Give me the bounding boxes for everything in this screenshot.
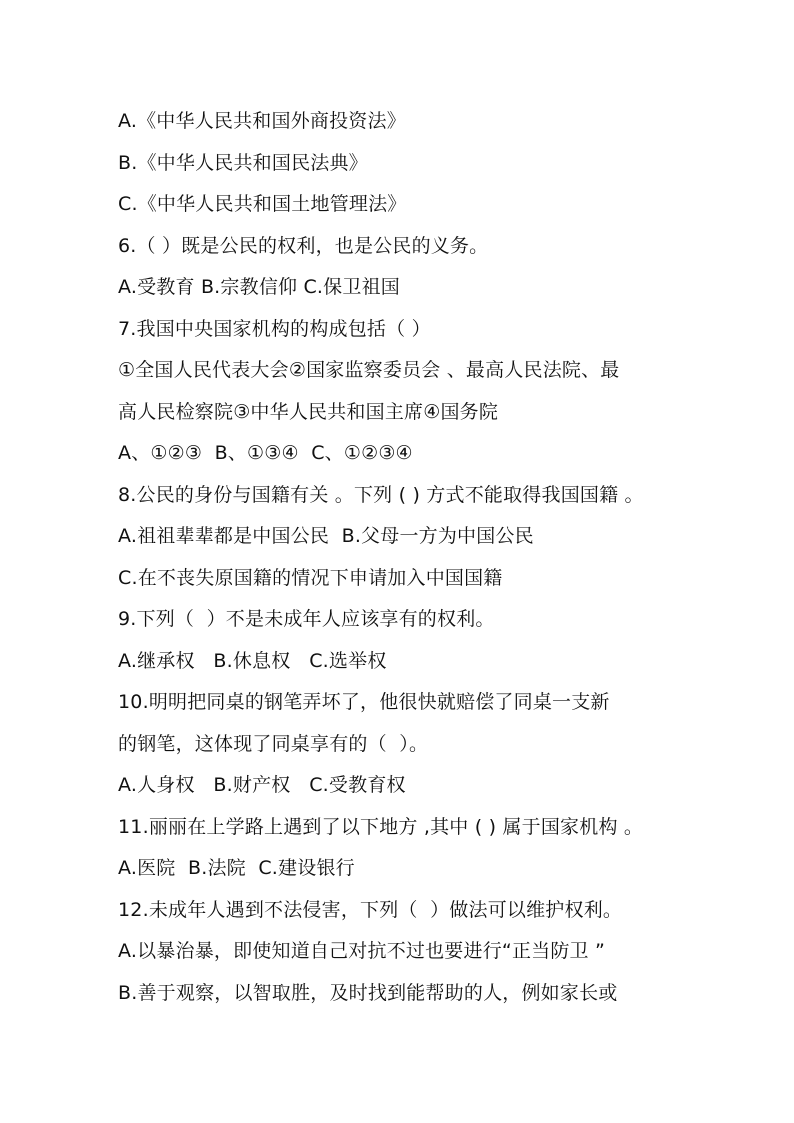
option-b-civil-code: B.《中华人民共和国民法典》: [118, 151, 368, 174]
document-body: [118, 101, 683, 1014]
question-11: 11.丽丽在上学路上遇到了以下地方 ,其中 ( ) 属于国家机构 。: [118, 815, 644, 838]
question-12-option-a: A.以暴治暴，即使知道自己对抗不过也要进行“正当防卫 ”: [118, 940, 606, 962]
option-a-foreign-investment-law: A.《中华人民共和国外商投资法》: [118, 110, 406, 132]
question-8-option-c: C.在不丧失原国籍的情况下申请加入中国国籍: [118, 566, 503, 589]
question-12-option-b: B.善于观察，以智取胜，及时找到能帮助的人，例如家长或: [118, 981, 618, 1004]
question-10-line-2: 的钢笔，这体现了同桌享有的（ ）。: [118, 732, 429, 755]
question-6-options: A.受教育 B.宗教信仰 C.保卫祖国: [118, 276, 400, 298]
question-7: 7.我国中央国家机构的构成包括（ ）: [118, 317, 431, 340]
question-12: 12.未成年人遇到不法侵害，下列（ ）做法可以维护权利。: [118, 898, 623, 921]
question-8-options-ab: A.祖祖辈辈都是中国公民 B.父母一方为中国公民: [118, 525, 534, 547]
option-c-land-management-law: C.《中华人民共和国土地管理法》: [118, 193, 407, 215]
question-10-line-1: 10.明明把同桌的钢笔弄坏了，他很快就赔偿了同桌一支新: [118, 691, 610, 713]
question-7-statement-line-1: ①全国人民代表大会②国家监察委员会 、最高人民法院、最: [118, 359, 620, 381]
question-7-statement-line-2: 高人民检察院③中华人民共和国主席④国务院: [118, 400, 499, 423]
question-11-options: A.医院 B.法院 C.建设银行: [118, 857, 355, 879]
question-8: 8.公民的身份与国籍有关 。下列 ( ) 方式不能取得我国国籍 。: [118, 483, 644, 506]
question-7-options: A、①②③ B、①③④ C、①②③④: [118, 442, 413, 464]
question-10-options: A.人身权 B.财产权 C.受教育权: [118, 774, 406, 796]
question-6: 6.（ ）既是公民的权利，也是公民的义务。: [118, 234, 489, 257]
question-9-options: A.继承权 B.休息权 C.选举权: [118, 649, 387, 672]
question-9: 9.下列（ ）不是未成年人应该享有的权利。: [118, 608, 495, 630]
